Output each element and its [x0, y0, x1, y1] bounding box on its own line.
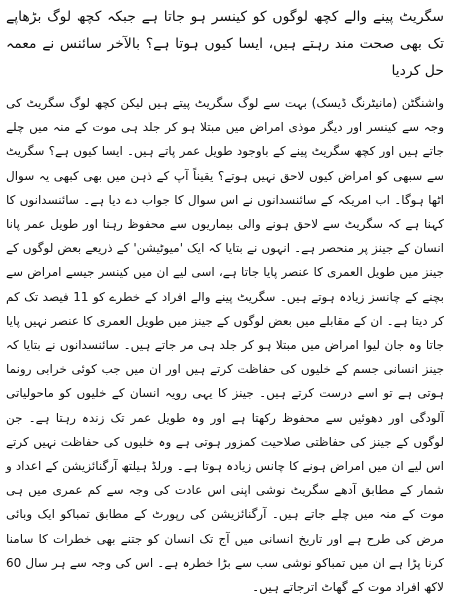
article-body: واشنگٹن (مانیٹرنگ ڈیسک) بہت سے لوگ سگریٹ پیتے ہیں لیکن کچھ لوگ سگریٹ کی وجہ سے کینسر اور دیگر موذی امراض میں مبتلا ہو کر جلد ہی موت کے منہ میں چلے جاتے ہیں اور کچھ سگریٹ پینے کے باوجود طویل عمر پاتے ہیں۔ ایسا کیوں ہے؟ سگریٹ سے سبھی کو امراض کیوں لاحق نہیں ہوتے؟ یقیناً آپ کے ذہن میں بھی کبھی یہ سوال اٹھا ہوگا۔ اب امریکہ کے سائنسدانوں نے اس سوال کا جواب دے دیا ہے۔ سائنسدانوں کا کہنا ہے کہ سگریٹ سے لاحق ہونے والی بیماریوں سے محفوظ رہنا اور طویل عمر پانا انسان کے جینز پر منحصر ہے۔ انہوں نے بتایا کہ ایک 'میوٹیشن' کے ذریعے بعض لوگوں کے جینز میں طویل العمری کا عنصر پایا جاتا ہے، اسی لیے ان میں کینسر جیسے امراض سے بچنے کے چانسز زیادہ ہوتے ہیں۔ سگریٹ پینے والے افراد کے خطرے کو 11 فیصد تک کم کر دیتا ہے۔ ان کے مقابلے میں بعض لوگوں کے جینز میں طویل العمری کا عنصر نہیں پایا جاتا وہ جان لیوا امراض میں مبتلا ہو کر جلد ہی مر جاتے ہیں۔ سائنسدانوں نے بتایا کہ جینز انسانی جسم کے خلیوں کی حفاظت کرتے ہیں اور ان میں جب کوئی خرابی رونما ہوتی ہے تو اسے درست کرتے ہیں۔ جینز کا یہی رویہ انسان کے خلیوں کو ماحولیاتی آلودگی اور دھوئیں سے محفوظ رکھتا ہے اور وہ طویل عمر تک زندہ رہتا ہے۔ جن لوگوں کے جینز کی حفاظتی صلاحیت کمزور ہوتی ہے وہ خلیوں کی حفاظت نہیں کرتے اس لیے ان میں امراض ہونے کا چانس زیادہ ہوتا ہے۔ ورلڈ ہیلتھ آرگنائزیشن کے اعداد و شمار کے مطابق آدھے سگریٹ نوشی اپنی اس عادت کی وجہ سے کم عمری میں ہی موت کے منہ میں چلے جاتے ہیں۔ آرگنائزیشن کی رپورٹ کے مطابق تمباکو ایک وبائی مرض کی طرح ہے اور تاریخ انسانی میں آج تک انسان کو جتنے بھی خطرات کا سامنا کرنا پڑا ہے ان میں تمباکو نوشی سب سے بڑا خطرہ ہے۔ اس کی وجہ سے ہر سال 60 لاکھ افراد موت کے گھاٹ اترجاتے ہیں۔	[6, 96, 444, 595]
article-headline: سگریٹ پینے والے کچھ لوگوں کو کینسر ہو جاتا ہے جبکہ کچھ لوگ بڑھاپے تک بھی صحت مند رہتے ہیں، ایسا کیوں ہوتا ہے؟ بالآخر سائنس نے معمہ حل کردیا	[6, 9, 444, 79]
